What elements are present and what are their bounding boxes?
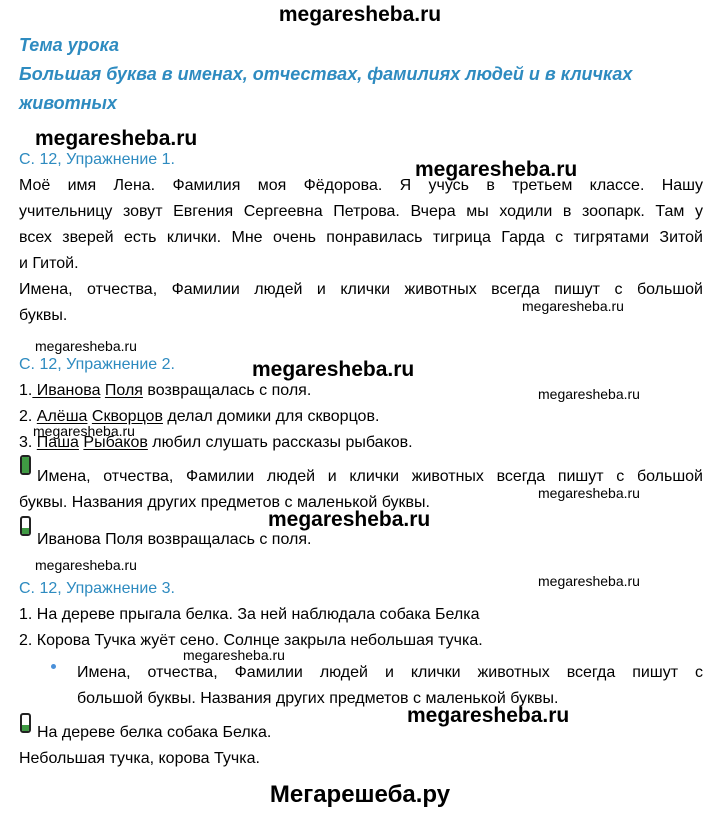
exercise-3-heading: С. 12, Упражнение 3. [19,580,175,597]
exercise-2-rule-line: буквы. Названия других предметов с маленькой буквы. [19,494,430,511]
theme-title-line1: Большая буква в именах, отчествах, фамилиях людей и в кличках [19,64,633,84]
exercise-2-answer: Иванова Поля возвращалась с поля. [37,531,312,548]
underlined-name: Паша [36,434,79,451]
watermark: megaresheba.ru [183,647,285,663]
watermark-bottom: Мегарешеба.ру [269,781,451,808]
underlined-name: Поля [104,382,143,399]
exercise-3-rule-line: большой буквы. Названия других предметов с маленькой буквы. [77,690,559,707]
exercise-1-line: всех зверей есть клички. Мне очень понравилась тигрица Гарда с тигрятами Зитой [19,229,703,246]
watermark-top: megaresheba.ru [278,3,442,26]
sentence-rest: возвращалась с поля. [142,382,312,399]
underlined-surname: Рыбаков [83,434,148,451]
exercise-2-sentence-3 [19,430,413,456]
watermark: megaresheba.ru [522,298,624,314]
watermark: megaresheba.ru [35,557,137,573]
exercise-3-sentence-2: 2. Корова Тучка жуёт сено. Солнце закрыла небольшая тучка. [19,632,483,649]
exercise-2-sentence-1 [19,378,311,404]
watermark: megaresheba.ru [538,485,640,501]
battery-icon [20,455,31,475]
underlined-name: Алёша [36,408,88,425]
exercise-1-rule-line: Имена, отчества, Фамилии людей и клички животных всегда пишут с большой [19,281,703,298]
exercise-2-sentence-2 [19,404,379,430]
sentence-rest: делал домики для скворцов. [162,408,380,425]
exercise-1-line: и Гитой. [19,255,79,272]
exercise-3-answer-1: На дереве белка собака Белка. [37,724,272,741]
watermark: megaresheba.ru [252,358,415,381]
watermark: megaresheba.ru [35,338,137,354]
exercise-1-line: Моё имя Лена. Фамилия моя Фёдорова. Я учусь в третьем классе. Нашу [19,177,703,194]
watermark: megaresheba.ru [538,573,640,589]
watermark: megaresheba.ru [35,127,198,150]
exercise-2-rule-line: Имена, отчества, Фамилии людей и клички животных всегда пишут с большой [37,468,703,485]
battery-icon [20,713,31,733]
exercise-1-rule-line: буквы. [19,307,68,324]
exercise-1-line: учительницу зовут Евгения Сергеевна Петрова. Вчера мы ходили в зоопарк. Там у [19,203,703,220]
underlined-surname: Скворцов [91,408,163,425]
number: 1. [19,382,33,399]
watermark: megaresheba.ru [268,508,431,531]
watermark: megaresheba.ru [407,704,570,727]
theme-label: Тема урока [19,35,120,55]
number: 2. [19,408,37,425]
sentence-rest: любил слушать рассказы рыбаков. [147,434,413,451]
exercise-3-sentence-1: 1. На дереве прыгала белка. За ней наблюдала собака Белка [19,606,480,623]
bullet-icon [51,664,56,669]
watermark: megaresheba.ru [538,386,640,402]
battery-icon [20,516,31,536]
theme-title-line2: животных [19,93,117,113]
exercise-3-rule-line: Имена, отчества, Фамилии людей и клички животных всегда пишут с [77,664,703,681]
exercise-3-answer-2: Небольшая тучка, корова Тучка. [19,750,260,767]
number: 3. [19,434,37,451]
underlined-surname: Иванова [32,382,101,399]
exercise-1-heading: С. 12, Упражнение 1. [19,151,175,168]
watermark: megaresheba.ru [33,423,135,439]
watermark: megaresheba.ru [415,158,578,181]
exercise-2-heading: С. 12, Упражнение 2. [19,356,175,373]
